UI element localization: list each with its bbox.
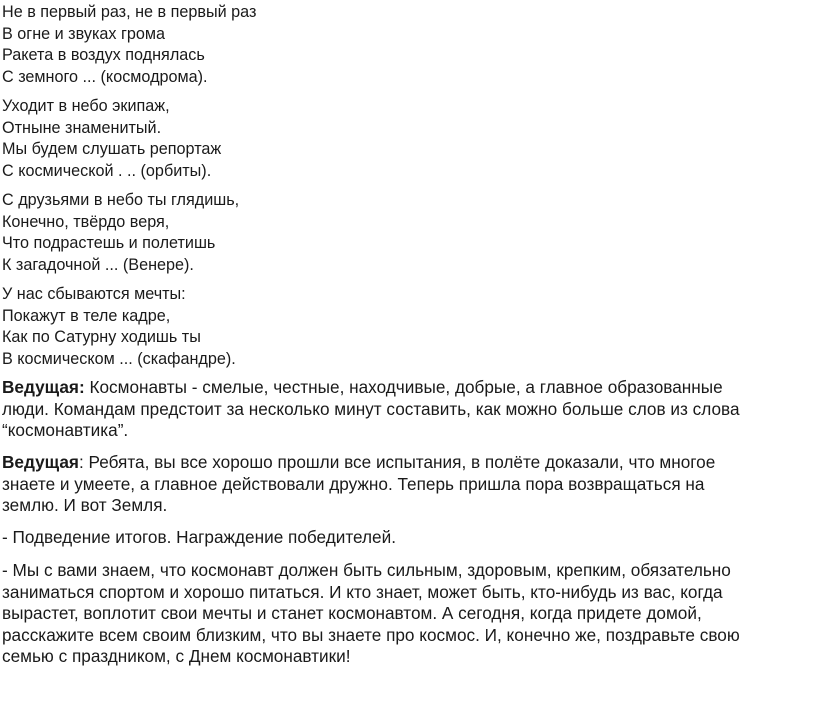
poem-verse [2,96,221,182]
closing-paragraph [2,560,802,668]
paragraph-line: - Подведение итогов. Награждение победителей. [2,527,396,547]
paragraph-line: землю. И вот Земля. [2,495,168,515]
paragraph-line: вырастет, воплотит свои мечты и станет космонавтом. А сегодня, когда придете домой, [2,603,702,623]
paragraph-line [2,377,802,399]
poem-verse [2,2,256,88]
paragraph-line: знаете и умеете, а главное действовали дружно. Теперь пришла пора возвращаться на [2,473,705,494]
paragraph-line: - Мы с вами знаем, что космонавт должен быть сильным, здоровым, крепким, обязательно [2,560,731,580]
verse-line: Уходит в небо экипаж, [2,97,170,115]
poem-verse [2,190,239,276]
paragraph-text: Космонавты - смелые, честные, находчивые, добрые, а главное образованные [84,377,723,397]
verse-line: Покажут в теле кадре, [2,306,171,325]
verse-line: С друзьями в небо ты глядишь, [2,191,240,209]
speaker-label: Ведущая [2,452,79,472]
paragraph-text: : Ребята, вы все хорошо прошли все испытания, в полёте доказали, что многое [78,452,716,472]
verse-line: С космической . .. (орбиты). [2,161,212,180]
verse-line: Что подрастешь и полетишь [2,234,216,252]
verse-line: Мы будем слушать репортаж [2,140,222,158]
paragraph-line: семью с праздником, с Днем космонавтики! [2,646,351,666]
verse-line: Как по Сатурну ходишь ты [2,328,201,346]
paragraph-line: “космонавтика”. [2,420,129,440]
paragraph-line [2,452,802,474]
paragraph-line: люди. Командам предстоит за несколько минут составить, как можно больше слов из слова [2,398,740,419]
verse-line: Не в первый раз, не в первый раз [2,3,257,21]
host-paragraph [2,377,802,442]
paragraph-line: расскажите всем своим близким, что вы знаете про космос. И, конечно же, поздравьте свою [2,624,740,645]
verse-line: К загадочной ... (Венере). [2,255,194,274]
verse-line: Отныне знаменитый. [2,118,162,137]
verse-line: Конечно, твёрдо веря, [2,212,170,231]
host-paragraph [2,452,802,517]
summary-paragraph [2,527,802,549]
paragraph-line: заниматься спортом и хорошо питаться. И кто знает, может быть, кто-нибудь из вас, когда [2,581,723,602]
verse-line: В огне и звуках грома [2,24,166,43]
verse-line: С земного ... (космодрома). [2,67,208,86]
verse-line: В космическом ... (скафандре). [2,349,236,368]
speaker-label: Ведущая: [2,377,85,397]
verse-line: Ракета в воздух поднялась [2,46,205,64]
verse-line: У нас сбываются мечты: [2,285,186,303]
poem-verse [2,284,236,370]
